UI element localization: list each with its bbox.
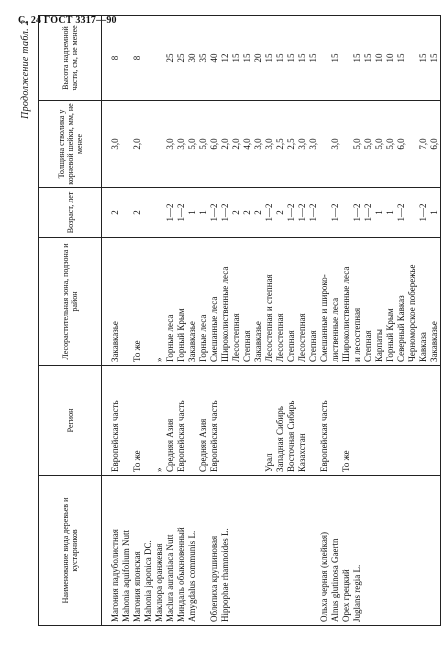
cell-age: 1—2	[396, 188, 407, 238]
cell-thickness: 3,0	[176, 101, 187, 188]
cell-region: Европейская часть	[110, 366, 121, 476]
cell-age: 1—2	[330, 188, 341, 238]
cell-region: Средняя Азия	[198, 366, 209, 476]
table-row	[275, 16, 286, 626]
cell-zone: Горный Крым	[176, 238, 187, 366]
cell-thickness: 3,0	[110, 101, 121, 188]
cell-region: Восточная Сибирь	[286, 366, 297, 476]
cell-thickness: 5,0	[187, 101, 198, 188]
cell-species	[264, 476, 275, 626]
cell-region	[242, 366, 253, 476]
cell-thickness: 6,0	[396, 101, 407, 188]
cell-thickness: 5,0	[352, 101, 363, 188]
cell-age	[121, 188, 132, 238]
cell-age: 1—2	[308, 188, 319, 238]
cell-region	[330, 366, 341, 476]
cell-species: Орех грецкий	[341, 476, 352, 626]
table-row	[297, 16, 308, 626]
species-table	[38, 15, 441, 626]
cell-region: Урал	[264, 366, 275, 476]
cell-thickness: 7,0	[418, 101, 429, 188]
cell-zone: Степная	[308, 238, 319, 366]
table-row	[220, 16, 231, 626]
table-row	[385, 16, 396, 626]
table-row	[198, 16, 209, 626]
table-row	[253, 16, 264, 626]
table-header-row	[39, 16, 102, 626]
cell-thickness: 2,0	[132, 101, 143, 188]
cell-age: 1—2	[220, 188, 231, 238]
table-row	[154, 16, 165, 626]
cell-age: 2	[275, 188, 286, 238]
cell-age: 2	[242, 188, 253, 238]
table-row	[264, 16, 275, 626]
cell-thickness: 3,0	[165, 101, 176, 188]
cell-species	[418, 476, 429, 626]
cell-species	[231, 476, 242, 626]
cell-thickness	[319, 101, 330, 188]
cell-region	[220, 366, 231, 476]
cell-zone: Степная	[242, 238, 253, 366]
cell-species: Облепиха крушиновая	[209, 476, 220, 626]
cell-region	[429, 366, 441, 476]
cell-species	[374, 476, 385, 626]
table-row	[110, 16, 121, 626]
cell-height	[143, 16, 154, 101]
cell-species: Amygdalus communis L.	[187, 476, 198, 626]
cell-height: 25	[176, 16, 187, 101]
cell-height: 12	[220, 16, 231, 101]
cell-age: 1—2	[352, 188, 363, 238]
cell-thickness: 3,0	[308, 101, 319, 188]
cell-species: Магония японская	[132, 476, 143, 626]
table-row	[242, 16, 253, 626]
cell-thickness	[407, 101, 418, 188]
page-header: С. 24 ГОСТ 3317—90	[18, 15, 117, 26]
cell-age: 1	[198, 188, 209, 238]
table-row	[121, 16, 132, 626]
cell-height: 25	[165, 16, 176, 101]
cell-species: Ольха черная (клейкая)	[319, 476, 330, 626]
cell-species: Maclura aurantiaca Nutt	[165, 476, 176, 626]
cell-species	[286, 476, 297, 626]
cell-region: То же	[341, 366, 352, 476]
table-row	[209, 16, 220, 626]
cell-region: Европейская часть	[176, 366, 187, 476]
cell-region	[231, 366, 242, 476]
cell-age	[407, 188, 418, 238]
cell-zone: Смешанные и широко-	[319, 238, 330, 366]
rotated-table-page	[16, 16, 439, 626]
cell-zone: Закавказье	[110, 238, 121, 366]
cell-thickness: 5,0	[363, 101, 374, 188]
cell-thickness: 3,0	[253, 101, 264, 188]
table-row	[363, 16, 374, 626]
cell-height: 40	[209, 16, 220, 101]
table-row	[143, 16, 154, 626]
cell-thickness: 6,0	[209, 101, 220, 188]
cell-thickness: 3,0	[297, 101, 308, 188]
cell-height: 10	[385, 16, 396, 101]
cell-zone: То же	[132, 238, 143, 366]
cell-zone: Черноморское побережье	[407, 238, 418, 366]
cell-zone: Смешанные леса	[209, 238, 220, 366]
cell-thickness: 4,0	[242, 101, 253, 188]
cell-height: 15	[429, 16, 441, 101]
cell-region	[253, 366, 264, 476]
cell-age: 2	[253, 188, 264, 238]
cell-species	[308, 476, 319, 626]
cell-region: »	[154, 366, 165, 476]
cell-region	[308, 366, 319, 476]
column-header-thickness: Толщина стволика у корневой шейки, мм, не менее	[39, 101, 102, 188]
table-row	[429, 16, 441, 626]
cell-height: 15	[352, 16, 363, 101]
cell-age: 1	[187, 188, 198, 238]
cell-age: 1—2	[264, 188, 275, 238]
cell-height: 8	[132, 16, 143, 101]
cell-zone: »	[154, 238, 165, 366]
cell-species: Маклюра оранжевая	[154, 476, 165, 626]
table-row	[187, 16, 198, 626]
table-body	[102, 16, 441, 626]
cell-zone: Степная	[286, 238, 297, 366]
cell-species: Mahonia japonica DC.	[143, 476, 154, 626]
table-row	[319, 16, 330, 626]
table-row	[418, 16, 429, 626]
cell-zone: лиственные леса	[330, 238, 341, 366]
cell-age: 1	[385, 188, 396, 238]
cell-region	[121, 366, 132, 476]
cell-region	[396, 366, 407, 476]
cell-species: Mahonia aquifolium Nutt	[121, 476, 132, 626]
cell-age: 1—2	[176, 188, 187, 238]
cell-age	[154, 188, 165, 238]
table-row	[132, 16, 143, 626]
table-row	[396, 16, 407, 626]
cell-species: Миндаль обыкновенный	[176, 476, 187, 626]
cell-thickness	[154, 101, 165, 188]
cell-height: 15	[330, 16, 341, 101]
cell-age: 1—2	[286, 188, 297, 238]
cell-age	[319, 188, 330, 238]
cell-thickness	[121, 101, 132, 188]
cell-species	[198, 476, 209, 626]
cell-species	[385, 476, 396, 626]
cell-species	[242, 476, 253, 626]
cell-height	[341, 16, 352, 101]
table-row	[330, 16, 341, 626]
table-row	[231, 16, 242, 626]
cell-height: 15	[286, 16, 297, 101]
cell-zone: Горный Крым	[385, 238, 396, 366]
cell-region: Западная Сибирь	[275, 366, 286, 476]
cell-species	[407, 476, 418, 626]
cell-region: Средняя Азия	[165, 366, 176, 476]
cell-thickness	[143, 101, 154, 188]
cell-zone: Закавказье	[253, 238, 264, 366]
cell-region	[187, 366, 198, 476]
cell-age: 1—2	[165, 188, 176, 238]
cell-age: 2	[231, 188, 242, 238]
cell-height	[407, 16, 418, 101]
cell-species	[253, 476, 264, 626]
cell-height: 15	[308, 16, 319, 101]
cell-age: 2	[110, 188, 121, 238]
cell-species: Juglans regia L.	[352, 476, 363, 626]
cell-height: 15	[363, 16, 374, 101]
cell-thickness: 2,0	[220, 101, 231, 188]
cell-thickness: 5,0	[198, 101, 209, 188]
cell-zone	[121, 238, 132, 366]
cell-species	[396, 476, 407, 626]
cell-species: Alnus glutinosa Gaertn	[330, 476, 341, 626]
cell-height: 15	[418, 16, 429, 101]
cell-zone: Горные леса	[165, 238, 176, 366]
cell-zone	[143, 238, 154, 366]
cell-species	[297, 476, 308, 626]
table-spacer-row	[102, 16, 110, 626]
cell-zone: Закавказье	[187, 238, 198, 366]
cell-zone: Горные леса	[198, 238, 209, 366]
table-row	[176, 16, 187, 626]
table-row	[308, 16, 319, 626]
cell-zone: Степная	[363, 238, 374, 366]
cell-height	[154, 16, 165, 101]
column-header-species: Наименование вида деревьев и кустарников	[39, 476, 102, 626]
table-row	[407, 16, 418, 626]
cell-thickness: 2,0	[231, 101, 242, 188]
cell-thickness: 3,0	[330, 101, 341, 188]
cell-region	[363, 366, 374, 476]
cell-zone: Широколиственные леса	[220, 238, 231, 366]
table-row	[341, 16, 352, 626]
cell-height: 15	[297, 16, 308, 101]
column-header-age: Возраст, лет	[39, 188, 102, 238]
cell-age: 2	[132, 188, 143, 238]
cell-species: Hippophae rhamnoides L.	[220, 476, 231, 626]
cell-age: 1	[429, 188, 441, 238]
cell-thickness: 2,5	[286, 101, 297, 188]
cell-age: 1—2	[297, 188, 308, 238]
cell-height: 15	[242, 16, 253, 101]
cell-zone: Кавказа	[418, 238, 429, 366]
cell-region	[143, 366, 154, 476]
table-row	[374, 16, 385, 626]
cell-region	[407, 366, 418, 476]
cell-zone: Северный Кавказ	[396, 238, 407, 366]
cell-species: Магония падуболистная	[110, 476, 121, 626]
table-row	[286, 16, 297, 626]
table-row	[165, 16, 176, 626]
cell-thickness: 6,0	[429, 101, 441, 188]
cell-region	[385, 366, 396, 476]
cell-age: 1—2	[418, 188, 429, 238]
cell-thickness: 3,0	[264, 101, 275, 188]
cell-age	[341, 188, 352, 238]
cell-zone: Широколиственные леса	[341, 238, 352, 366]
cell-thickness	[341, 101, 352, 188]
cell-height: 15	[231, 16, 242, 101]
cell-region: Европейская часть	[209, 366, 220, 476]
table-row	[352, 16, 363, 626]
cell-height: 15	[264, 16, 275, 101]
cell-height: 8	[110, 16, 121, 101]
cell-height	[319, 16, 330, 101]
cell-age: 1	[374, 188, 385, 238]
cell-region: Казахстан	[297, 366, 308, 476]
cell-zone: Лесостепная	[231, 238, 242, 366]
column-header-height: Высота надземной части, см, не менее	[39, 16, 102, 101]
cell-height: 10	[374, 16, 385, 101]
cell-species	[275, 476, 286, 626]
cell-thickness: 2,5	[275, 101, 286, 188]
table-caption: Продолжение табл. 2	[20, 20, 31, 119]
cell-zone: Лесостепная и степная	[264, 238, 275, 366]
cell-height: 30	[187, 16, 198, 101]
column-header-zone: Лесорастительная зона, подзона и район	[39, 238, 102, 366]
cell-thickness: 5,0	[374, 101, 385, 188]
cell-region: Европейская часть	[319, 366, 330, 476]
cell-thickness: 5,0	[385, 101, 396, 188]
cell-zone: Лесостепная	[275, 238, 286, 366]
cell-height: 20	[253, 16, 264, 101]
cell-region	[352, 366, 363, 476]
cell-height: 35	[198, 16, 209, 101]
cell-species	[363, 476, 374, 626]
cell-region: То же	[132, 366, 143, 476]
cell-height: 15	[275, 16, 286, 101]
cell-age	[143, 188, 154, 238]
cell-zone: и лесостепная	[352, 238, 363, 366]
cell-zone: Карпаты	[374, 238, 385, 366]
cell-region	[418, 366, 429, 476]
cell-height	[121, 16, 132, 101]
column-header-region: Регион	[39, 366, 102, 476]
cell-age: 1—2	[209, 188, 220, 238]
cell-age: 1—2	[363, 188, 374, 238]
cell-zone: Лесостепная	[297, 238, 308, 366]
cell-species	[429, 476, 441, 626]
cell-region	[374, 366, 385, 476]
cell-zone: Закавказье	[429, 238, 441, 366]
cell-height: 15	[396, 16, 407, 101]
